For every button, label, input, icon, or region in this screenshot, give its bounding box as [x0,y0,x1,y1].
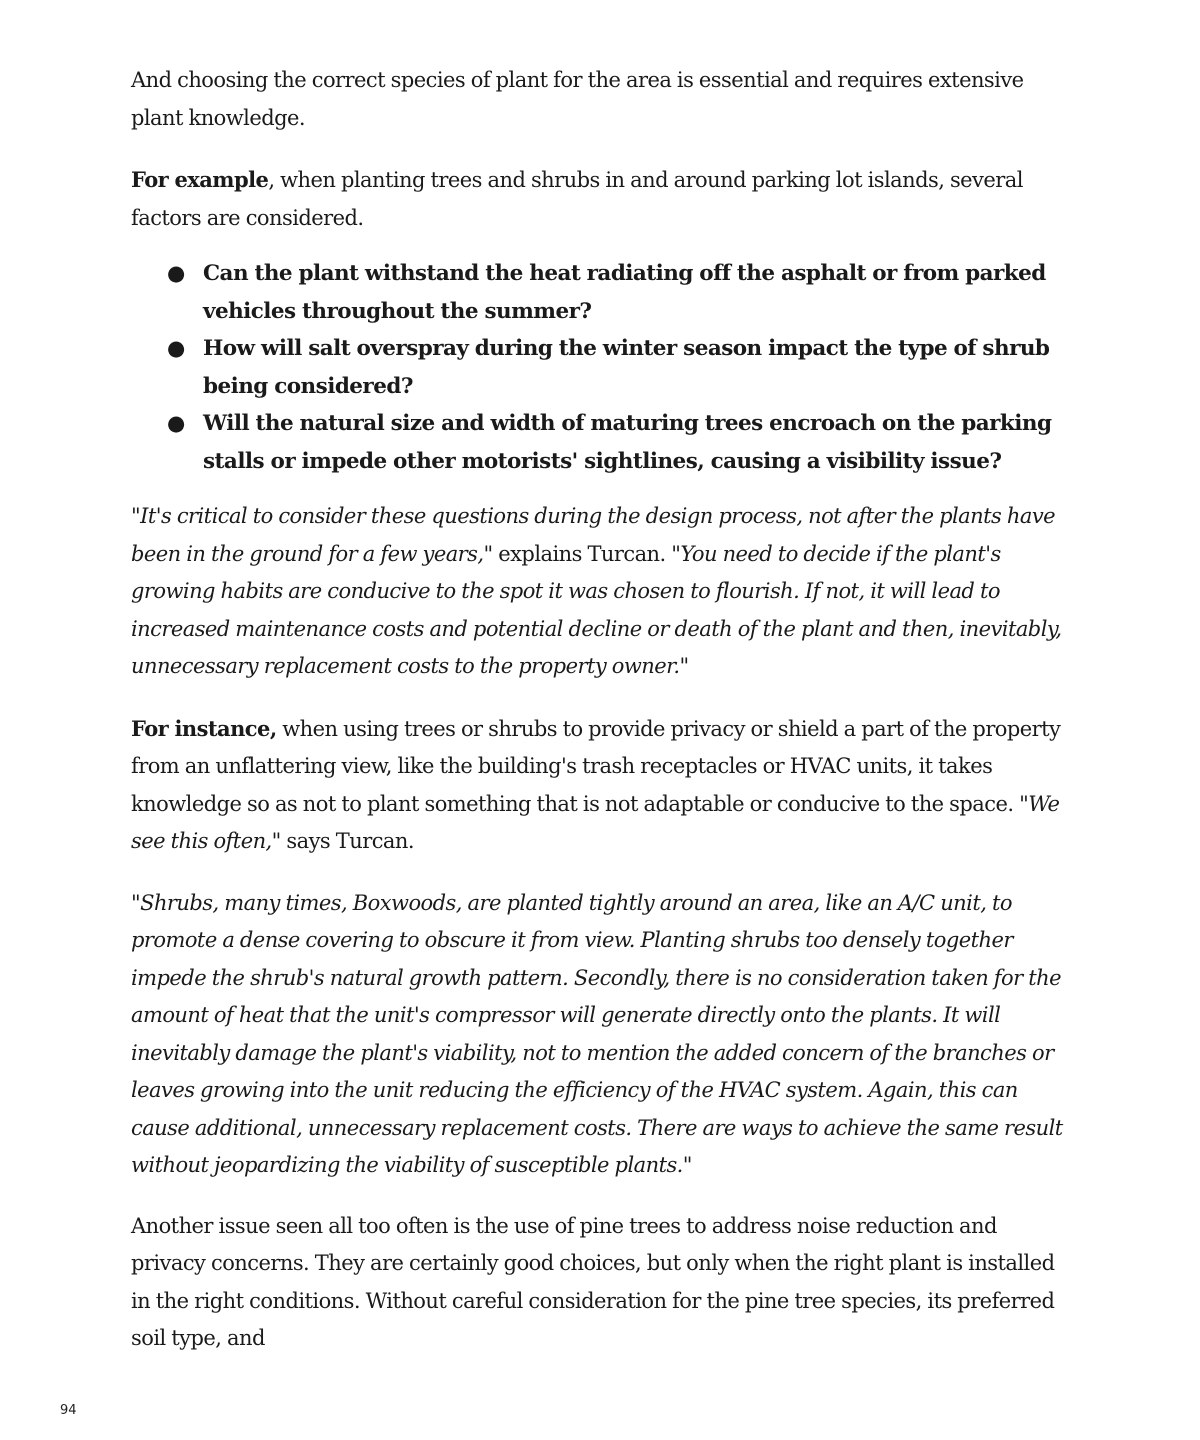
quote-attribution: explains Turcan. [492,541,672,566]
list-item [131,255,1076,330]
instance-lead: For instance, [131,715,277,741]
bullet-icon: ● [167,336,185,360]
bullet-icon: ● [167,411,185,435]
question-list [131,255,1076,480]
intro-paragraph: And choosing the correct species of plant for the area is essential and requires extensive plant knowledge. [131,68,1024,130]
example-text: , when planting trees and shrubs in and around parking lot islands, several factors are considered. [131,168,1023,230]
question-text: How will salt overspray during the winter season impact the type of shrub being considered? [203,336,1050,399]
question-text: Can the plant withstand the heat radiating off the asphalt or from parked vehicles throughout the summer? [203,261,1046,324]
list-item [131,405,1076,480]
page-number: 94 [60,1403,77,1418]
pine-paragraph: Another issue seen all too often is the use of pine trees to address noise reduction and privacy concerns. They are certainly good choices, but only when the right plant is installed in the right conditions. Without careful consideration for the pine tree species, its preferred soil type, and [131,1213,1055,1350]
quote-part-1: "It's critical to consider these questions during the design process, not after the plants have been in the ground for a few years," [131,504,1056,566]
question-text: Will the natural size and width of maturing trees encroach on the parking stalls or impede other motorists' sightlines, causing a visibility issue? [203,411,1052,474]
list-item [131,330,1076,405]
instance-paragraph [131,710,1076,861]
example-paragraph [131,161,1076,237]
quote-paragraph-2 [131,885,1076,1185]
quote-part-2: "You need to decide if the plant's growing habits are conducive to the spot it was chosen to flourish. If not, it will lead to increased maintenance costs and potential decline or death of the plant and then, inevitably, unnecessary replacement costs to the property owner." [131,541,1062,678]
page-body [131,62,1076,1381]
quote-paragraph-1 [131,498,1076,686]
bullet-icon: ● [167,261,185,285]
instance-attribution: says Turcan. [280,829,414,853]
shrubs-quote: "Shrubs, many times, Boxwoods, are planted tightly around an area, like an A/C unit, to promote a dense covering to obscure it from view. Planting shrubs too densely together impede the shrub's natural growth pattern. Secondly, there is no consideration taken for the amount of heat that the unit's compressor will generate directly onto the plants. It will inevitably damage the plant's viability, not to mention the added concern of the branches or leaves growing into the unit reducing the efficiency of the HVAC system. Again, this can cause additional, unnecessary replacement costs. There are ways to achieve the same result without jeopardizing the viability of susceptible plants." [131,890,1063,1177]
instance-quote: "We see this often," [131,791,1060,853]
example-lead: For example [131,167,269,192]
instance-text: when using trees or shrubs to provide privacy or shield a part of the property from an unflattering view, like the building's trash receptacles or HVAC units, it takes knowledge so as not to plant something that is not adaptable or conducive to the space. [131,716,1061,816]
